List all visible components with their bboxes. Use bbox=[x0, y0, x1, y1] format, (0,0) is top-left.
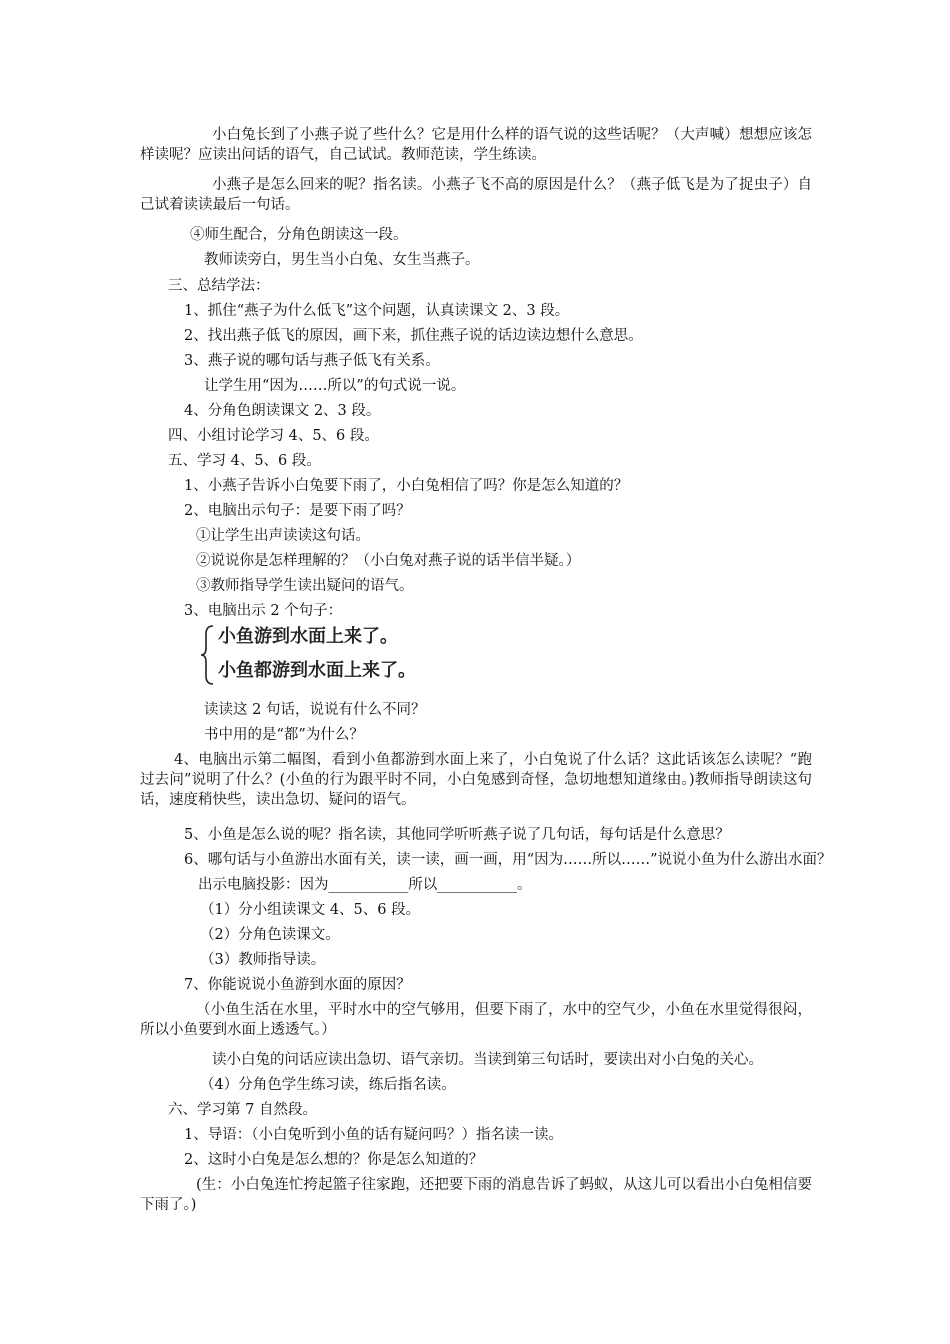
paragraph: 小白兔长到了小燕子说了些什么？它是用什么样的语气说的这些话呢？（大声喊）想想应该怎样读呢？应读出问话的语气，自己试试。教师范读，学生练读。 bbox=[140, 127, 812, 163]
paragraph: ④师生配合，分角色朗读这一段。 bbox=[190, 227, 408, 243]
list-item: 1、抓住“燕子为什么低飞”这个问题，认真读课文 2、3 段。 bbox=[184, 303, 570, 319]
curly-brace-icon bbox=[200, 624, 216, 686]
list-item: （1）分小组读课文 4、5、6 段。 bbox=[200, 902, 421, 918]
section-heading: 四、小组讨论学习 4、5、6 段。 bbox=[168, 428, 379, 444]
list-item: 2、电脑出示句子：是要下雨了吗？ bbox=[184, 503, 411, 519]
list-item: （4）分角色学生练习读，练后指名读。 bbox=[200, 1077, 456, 1093]
sentence-comparison-figure bbox=[200, 620, 460, 690]
paragraph: 4、电脑出示第二幅图，看到小鱼都游到水面上来了，小白兔说了什么话？这此话该怎么读呢？“跑过去问”说明了什么？(小鱼的行为跟平时不同，小白兔感到奇怪，急切地想知道缘由。)教师指导朗读这句话，速度稍快些，读出急切、疑问的语气。 bbox=[140, 752, 812, 808]
list-item: 2、找出燕子低飞的原因，画下来，抓住燕子说的话边读边想什么意思。 bbox=[184, 328, 643, 344]
list-item: 5、小鱼是怎么说的呢？指名读，其他同学听听燕子说了几句话，每句话是什么意思？ bbox=[184, 827, 730, 843]
paragraph: 教师读旁白，男生当小白兔、女生当燕子。 bbox=[204, 252, 480, 268]
sentence-two: 小鱼都游到水面上来了。 bbox=[218, 660, 416, 681]
list-item: （3）教师指导读。 bbox=[200, 952, 326, 968]
list-item: （2）分角色读课文。 bbox=[200, 927, 340, 943]
paragraph: 让学生用“因为……所以”的句式说一说。 bbox=[204, 378, 466, 394]
list-item: 4、分角色朗读课文 2、3 段。 bbox=[184, 403, 381, 419]
list-item: 1、导语：（小白兔听到小鱼的话有疑问吗？）指名读一读。 bbox=[184, 1127, 563, 1143]
list-item: ③教师指导学生读出疑问的语气。 bbox=[196, 578, 414, 594]
paragraph: 读读这 2 句话，说说有什么不同？ bbox=[204, 702, 426, 718]
section-heading: 六、学习第 7 自然段。 bbox=[168, 1102, 317, 1118]
list-item: 6、哪句话与小鱼游出水面有关，读一读，画一画，用“因为……所以……”说说小鱼为什么游出水面？ bbox=[184, 852, 832, 868]
list-item: 3、燕子说的哪句话与燕子低飞有关系。 bbox=[184, 353, 440, 369]
paragraph: 小燕子是怎么回来的呢？指名读。小燕子飞不高的原因是什么？（燕子低飞是为了捉虫子）自己试着读读最后一句话。 bbox=[140, 177, 812, 213]
list-item: ①让学生出声读读这句话。 bbox=[196, 528, 370, 544]
section-heading: 五、学习 4、5、6 段。 bbox=[168, 453, 321, 469]
list-item: 7、你能说说小鱼游到水面的原因？ bbox=[184, 977, 411, 993]
paragraph: 书中用的是“都”为什么？ bbox=[204, 727, 364, 743]
sentence-one: 小鱼游到水面上来了。 bbox=[218, 626, 398, 647]
list-item: 3、电脑出示 2 个句子： bbox=[184, 603, 343, 619]
paragraph: (生：小白兔连忙挎起篮子往家跑，还把要下雨的消息告诉了蚂蚁，从这儿可以看出小白兔相信要下雨了。) bbox=[140, 1177, 812, 1213]
list-item: ②说说你是怎样理解的？（小白兔对燕子说的话半信半疑。） bbox=[196, 553, 581, 569]
paragraph: 出示电脑投影：因为___________所以___________。 bbox=[198, 877, 532, 893]
list-item: 2、这时小白兔是怎么想的？你是怎么知道的？ bbox=[184, 1152, 484, 1168]
section-heading: 三、总结学法： bbox=[168, 278, 270, 294]
paragraph: 读小白兔的问话应读出急切、语气亲切。当读到第三句话时，要读出对小白兔的关心。 bbox=[212, 1052, 763, 1068]
list-item: 1、小燕子告诉小白兔要下雨了，小白兔相信了吗？你是怎么知道的？ bbox=[184, 478, 629, 494]
paragraph: （小鱼生活在水里，平时水中的空气够用，但要下雨了，水中的空气少，小鱼在水里觉得很闷，所以小鱼要到水面上透透气。） bbox=[140, 1002, 812, 1038]
